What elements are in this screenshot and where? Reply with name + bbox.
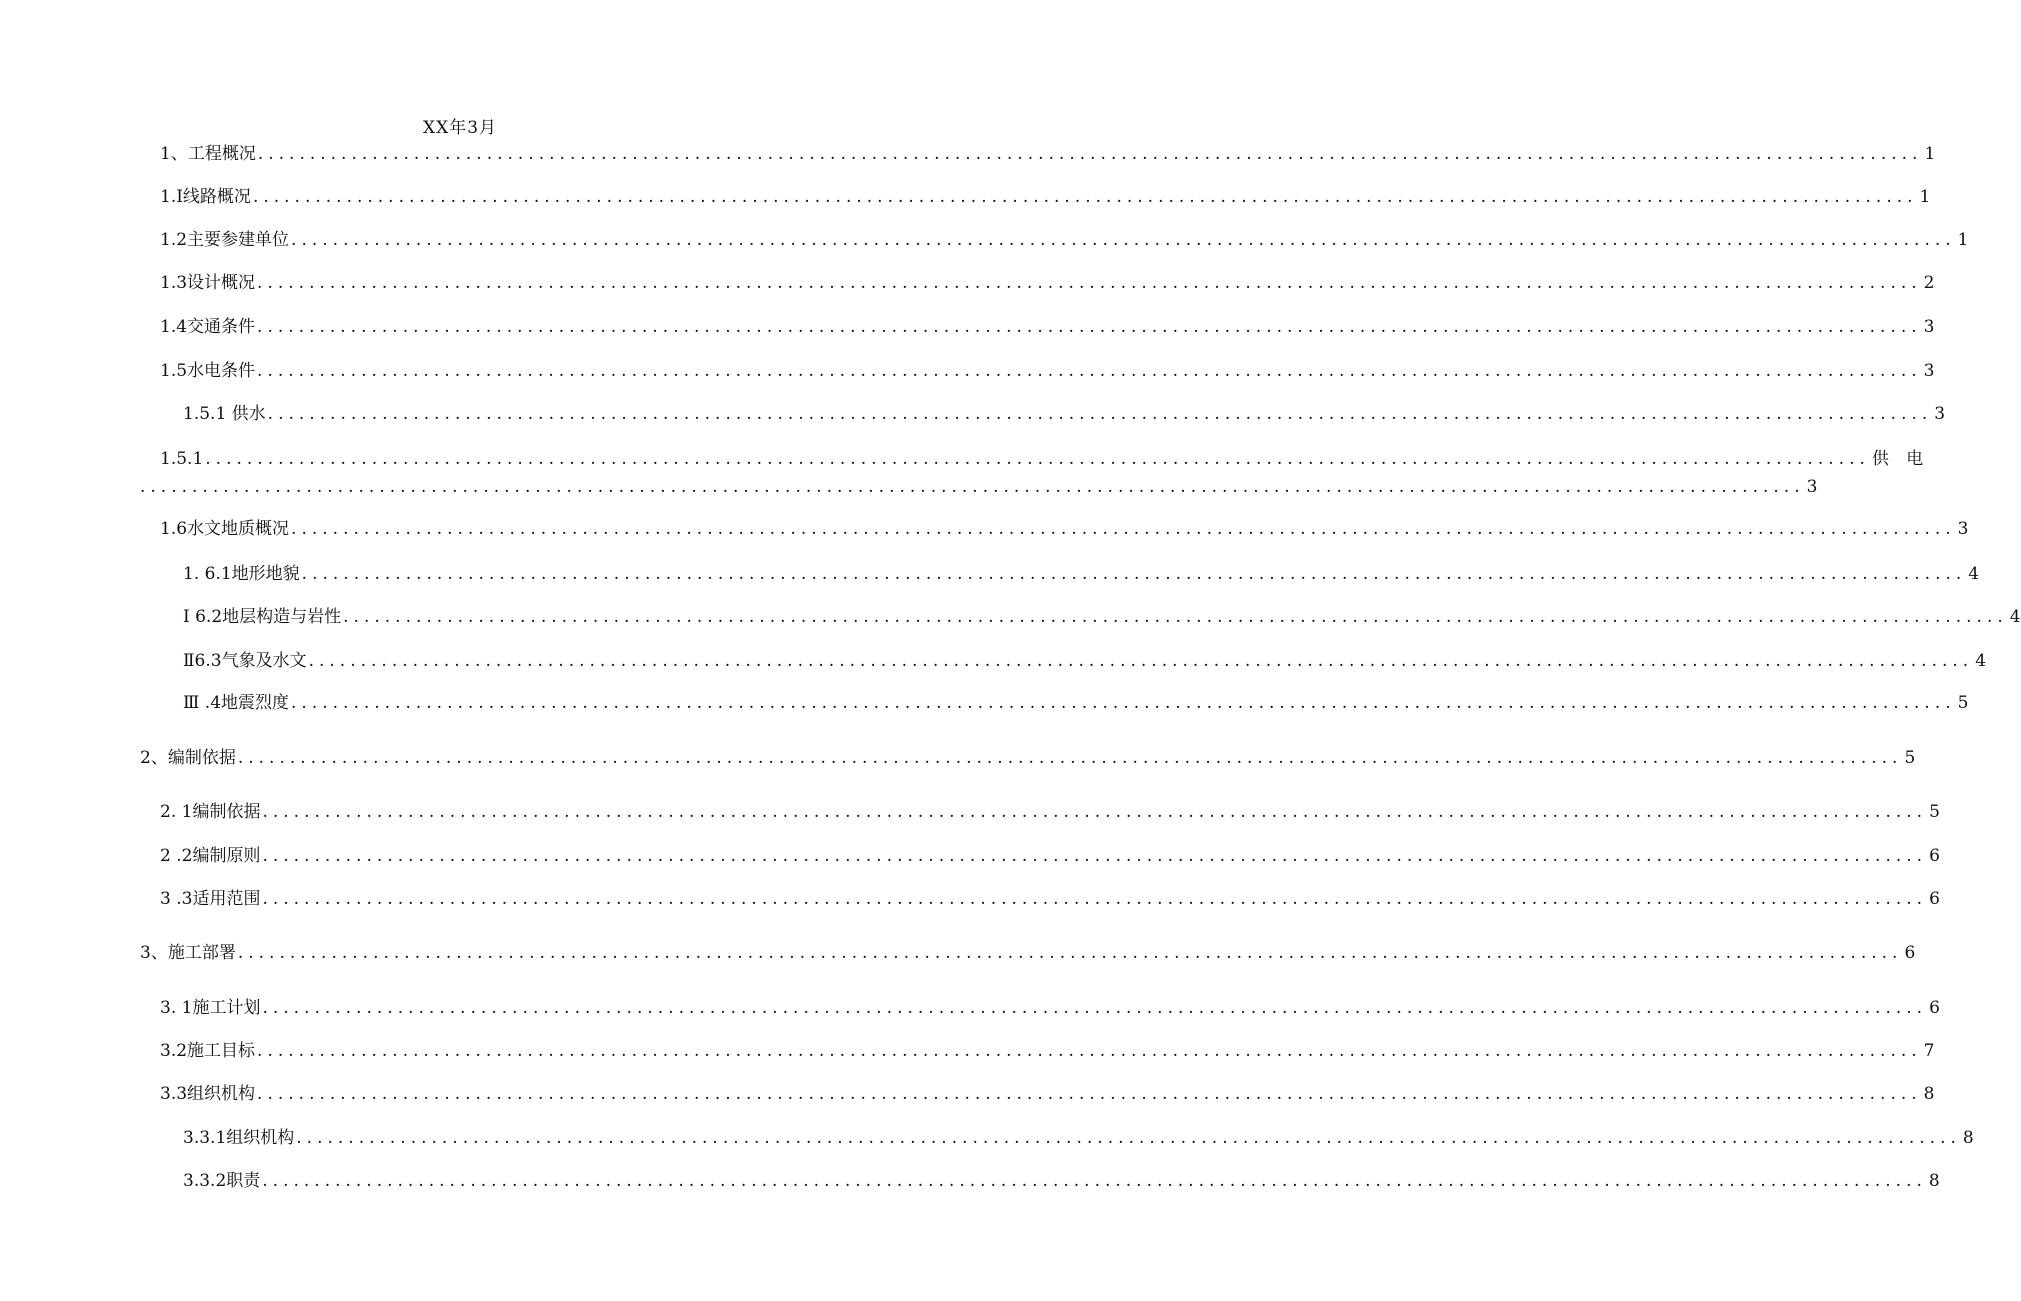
toc-entry[interactable] — [160, 184, 1931, 208]
toc-entry-page: 3 — [1923, 361, 1935, 381]
dot-leader: ................................................................................................................................................................ — [291, 693, 1956, 713]
toc-entry-label: 1.5.1 — [160, 449, 204, 469]
toc-entry-label: 3、施工部署 — [140, 943, 236, 963]
toc-entry-page: 1 — [1924, 144, 1936, 164]
toc-entry-page: 8 — [1928, 1171, 1940, 1191]
toc-entry-page: 6 — [1929, 998, 1940, 1018]
toc-entry-label: 3. 1施工计划 — [160, 998, 261, 1018]
dot-leader: ................................................................................................................................................................ — [237, 748, 1903, 768]
toc-entry-label: 1.4交通条件 — [160, 317, 256, 337]
dot-leader: ................................................................................................................................................................ — [257, 1084, 1922, 1104]
dot-leader: ................................................................................................................................................................ — [262, 998, 1928, 1018]
dot-leader: ................................................................................................................................................................ — [296, 1128, 1961, 1148]
toc-entry[interactable] — [160, 141, 1936, 165]
dot-leader: ................................................................................................................................................................ — [140, 477, 1805, 497]
toc-entry-label: 1.Ⅰ线路概况 — [160, 187, 251, 207]
dot-leader: ................................................................................................................................................................ — [257, 273, 1922, 293]
toc-entry[interactable] — [183, 648, 1987, 672]
dot-leader: ................................................................................................................................................................ — [262, 1171, 1927, 1191]
dot-leader: ................................................................................................................................................................ — [291, 230, 1956, 250]
toc-entry[interactable] — [160, 799, 1940, 823]
toc-entry-label: 1.6水文地质概况 — [160, 519, 290, 539]
dot-leader: ................................................................................................................................................................ — [257, 361, 1922, 381]
toc-entry[interactable] — [160, 314, 1935, 338]
toc-entry[interactable] — [160, 886, 1940, 910]
toc-entry-label: 2 .2编制原则 — [160, 846, 261, 866]
toc-entry-page: 6 — [1904, 943, 1916, 963]
toc-entry-label: 3.3.2职责 — [183, 1171, 261, 1191]
toc-entry-label: Ⅰ 6.2地层构造与岩性 — [183, 607, 342, 627]
toc-entry-page: 5 — [1904, 748, 1916, 768]
toc-entry[interactable] — [140, 940, 1916, 964]
toc-entry-page: 7 — [1923, 1041, 1935, 1061]
toc-entry-page: 1 — [1957, 230, 1969, 250]
toc-entry-label-tail: 供 电 — [1871, 449, 1930, 469]
toc-entry[interactable] — [160, 516, 1969, 540]
toc-entry[interactable] — [160, 843, 1940, 867]
toc-entry-page: 3 — [1934, 404, 1946, 424]
dot-leader: ................................................................................................................................................................ — [257, 317, 1922, 337]
dot-leader: ................................................................................................................................................................ — [237, 943, 1903, 963]
toc-entry-page: 4 — [2009, 607, 2021, 627]
document-date: XX年3月 — [422, 118, 498, 138]
toc-entry-label: 3.3.1组织机构 — [183, 1128, 295, 1148]
toc-entry-page: 6 — [1929, 889, 1940, 909]
toc-entry[interactable] — [160, 227, 1969, 251]
toc-entry-label: 3 .3适用范围 — [160, 889, 261, 909]
dot-leader: ................................................................................................................................................................ — [291, 519, 1956, 539]
toc-entry[interactable] — [160, 446, 1930, 470]
toc-entry-page: 3 — [1957, 519, 1969, 539]
toc-entry[interactable] — [183, 690, 1969, 714]
toc-entry-page: 8 — [1923, 1084, 1935, 1104]
toc-entry[interactable] — [160, 270, 1935, 294]
dot-leader: ................................................................................................................................................................ — [343, 607, 2008, 627]
toc-entry-label: 1.3设计概况 — [160, 273, 256, 293]
toc-entry[interactable] — [160, 995, 1940, 1019]
dot-leader: ................................................................................................................................................................ — [257, 1041, 1922, 1061]
toc-entry-page: 4 — [1968, 564, 1980, 584]
dot-leader: ................................................................................................................................................................ — [205, 449, 1870, 469]
dot-leader: ................................................................................................................................................................ — [262, 846, 1928, 866]
toc-entry-continuation[interactable] — [140, 474, 1818, 498]
toc-entry-page: 4 — [1975, 651, 1987, 671]
toc-entry-label: 1. 6.1地形地貌 — [183, 564, 300, 584]
dot-leader: ................................................................................................................................................................ — [252, 187, 1918, 207]
toc-entry[interactable] — [183, 604, 2021, 628]
toc-entry-label: 1、工程概况 — [160, 144, 256, 164]
toc-entry-label: 1.5水电条件 — [160, 361, 256, 381]
toc-entry-label: 2. 1编制依据 — [160, 802, 261, 822]
toc-entry[interactable] — [183, 1168, 1940, 1192]
toc-entry[interactable] — [140, 745, 1916, 769]
toc-entry-label: 3.3组织机构 — [160, 1084, 256, 1104]
toc-entry-label: 1.2主要参建单位 — [160, 230, 290, 250]
dot-leader: ................................................................................................................................................................ — [267, 404, 1933, 424]
toc-entry-page: 1 — [1919, 187, 1931, 207]
toc-entry-page: 5 — [1957, 693, 1969, 713]
dot-leader: ................................................................................................................................................................ — [262, 802, 1928, 822]
toc-entry-label: 3.2施工目标 — [160, 1041, 256, 1061]
toc-entry[interactable] — [160, 1081, 1935, 1105]
toc-entry-page: 5 — [1929, 802, 1940, 822]
toc-entry[interactable] — [160, 358, 1935, 382]
toc-entry-page: 3 — [1923, 317, 1935, 337]
dot-leader: ................................................................................................................................................................ — [301, 564, 1967, 584]
dot-leader: ................................................................................................................................................................ — [257, 144, 1923, 164]
toc-entry-label: 1.5.1 供水 — [183, 404, 266, 424]
toc-entry[interactable] — [183, 401, 1946, 425]
dot-leader: ................................................................................................................................................................ — [308, 651, 1974, 671]
toc-entry-label: Ⅲ .4地震烈度 — [183, 693, 290, 713]
toc-entry[interactable] — [183, 1125, 1974, 1149]
toc-entry[interactable] — [160, 1038, 1935, 1062]
toc-entry-label: 2、编制依据 — [140, 748, 236, 768]
toc-entry-page: 6 — [1929, 846, 1940, 866]
toc-entry-page: 2 — [1923, 273, 1935, 293]
toc-entry[interactable] — [183, 561, 1980, 585]
dot-leader: ................................................................................................................................................................ — [262, 889, 1928, 909]
toc-entry-label: Ⅱ6.3气象及水文 — [183, 651, 307, 671]
toc-entry-page: 3 — [1806, 477, 1818, 497]
toc-entry-page: 8 — [1962, 1128, 1974, 1148]
